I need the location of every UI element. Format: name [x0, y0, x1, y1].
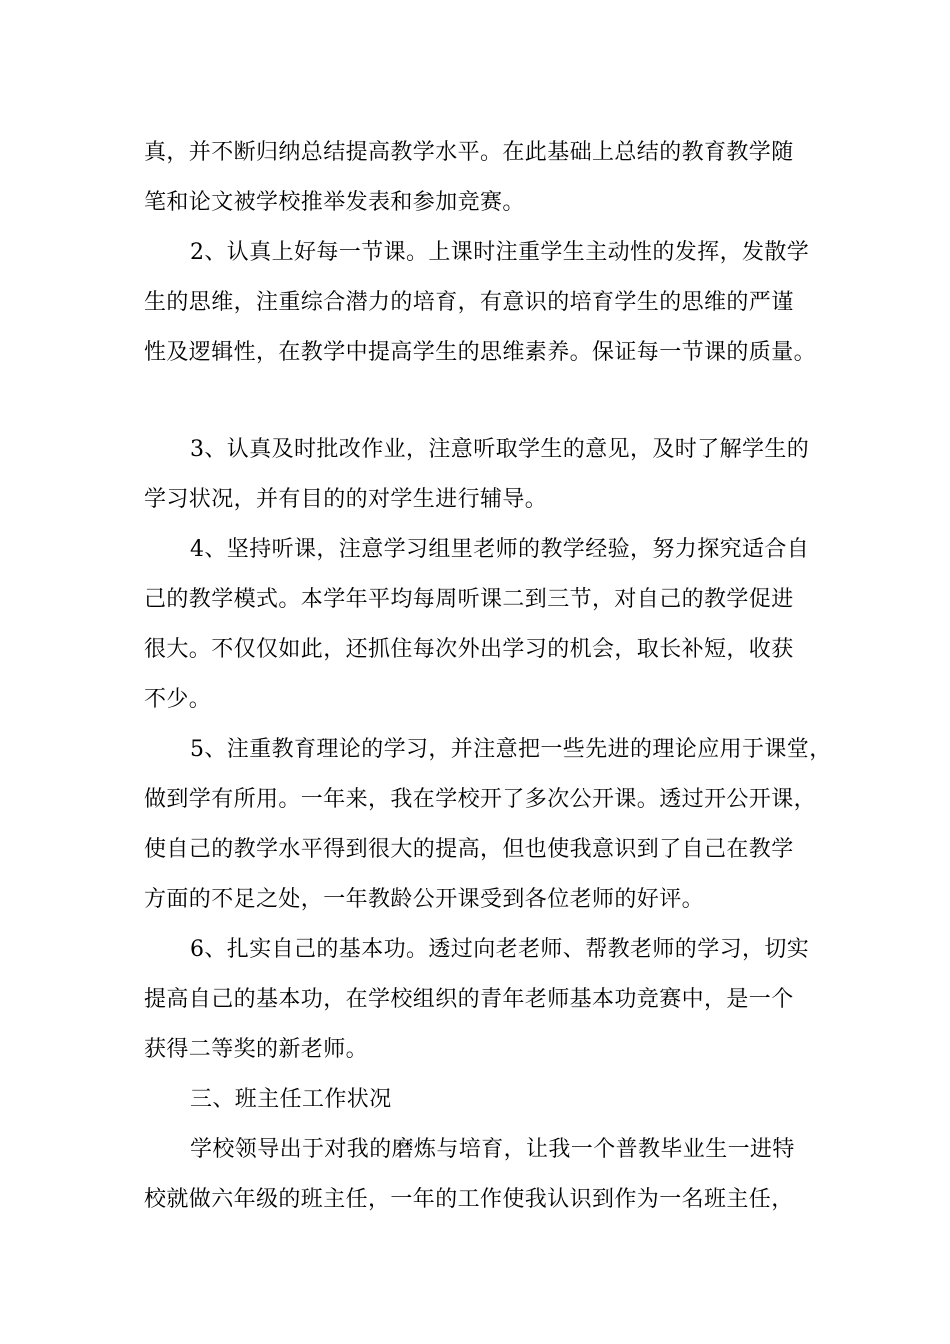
text-line: 获得二等奖的新老师。 — [144, 1037, 369, 1062]
text-line: 做到学有所用。一年来，我在学校开了多次公开课。透过开公开课， — [144, 787, 817, 812]
text-line: 真，并不断归纳总结提高教学水平。在此基础上总结的教育教学随 — [144, 140, 794, 165]
text-line: 方面的不足之处，一年教龄公开课受到各位老师的好评。 — [144, 887, 705, 912]
paragraph-5-start: 5、注重教育理论的学习，并注意把一些先进的理论应用于课堂， — [190, 737, 832, 762]
paragraph-start: 学校领导出于对我的磨炼与培育，让我一个普教毕业生一进特 — [190, 1137, 795, 1162]
text-line: 笔和论文被学校推举发表和参加竞赛。 — [144, 190, 525, 215]
text-line: 不少。 — [144, 687, 212, 712]
text-line: 学习状况，并有目的的对学生进行辅导。 — [144, 487, 548, 512]
text-line: 己的教学模式。本学年平均每周听课二到三节，对自己的教学促进 — [144, 587, 794, 612]
text-line: 很大。不仅仅如此，还抓住每次外出学习的机会，取长补短，收获 — [144, 637, 794, 662]
paragraph-4-start: 4、坚持听课，注意学习组里老师的教学经验，努力探究适合自 — [190, 537, 810, 562]
text-line: 生的思维，注重综合潜力的培育，有意识的培育学生的思维的严谨 — [144, 290, 794, 315]
paragraph-3-start: 3、认真及时批改作业，注意听取学生的意见，及时了解学生的 — [190, 437, 810, 462]
paragraph-2-start: 2、认真上好每一节课。上课时注重学生主动性的发挥，发散学 — [190, 240, 810, 265]
paragraph-6-start: 6、扎实自己的基本功。透过向老老师、帮教老师的学习，切实 — [190, 937, 810, 962]
text-line: 校就做六年级的班主任，一年的工作使我认识到作为一名班主任， — [144, 1187, 794, 1212]
text-line: 使自己的教学水平得到很大的提高，但也使我意识到了自己在教学 — [144, 837, 794, 862]
text-line: 性及逻辑性，在教学中提高学生的思维素养。保证每一节课的质量。 — [144, 340, 817, 365]
text-line: 提高自己的基本功，在学校组织的青年老师基本功竞赛中，是一个 — [144, 987, 794, 1012]
section-heading: 三、班主任工作状况 — [190, 1087, 392, 1112]
